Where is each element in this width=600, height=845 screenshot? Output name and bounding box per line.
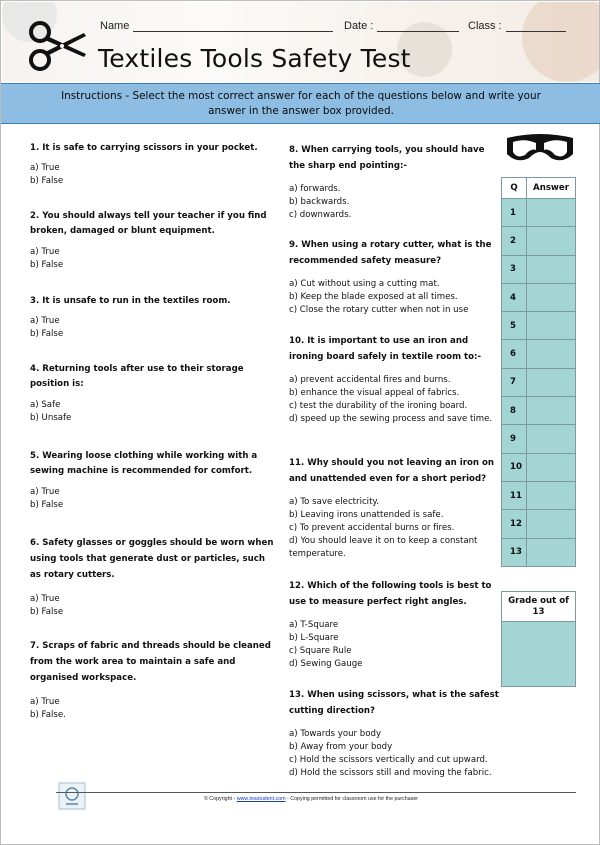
column-header-answer: Answer: [527, 178, 576, 199]
question-number: 13: [502, 538, 527, 566]
name-field[interactable]: [100, 20, 333, 32]
question-number: 10: [502, 453, 527, 481]
option: a) Safe: [30, 400, 61, 410]
class-field[interactable]: [468, 20, 566, 32]
answer-row: [502, 312, 576, 340]
date-line[interactable]: [377, 21, 459, 32]
name-line[interactable]: [133, 21, 333, 32]
answer-cell[interactable]: [527, 283, 576, 311]
option: a) True: [30, 316, 60, 326]
option: a) True: [30, 247, 60, 257]
question-13: [289, 687, 499, 780]
option: b) False: [30, 260, 64, 270]
option: a) Cut without using a cutting mat.: [289, 279, 440, 289]
answer-cell[interactable]: [527, 227, 576, 255]
question-11: [289, 455, 499, 561]
option: a) forwards.: [289, 184, 341, 194]
option: a) True: [30, 594, 60, 604]
option: d) speed up the sewing process and save time.: [289, 414, 493, 424]
scissors-icon: [26, 14, 88, 76]
option: b) False: [30, 500, 64, 510]
question-number: 7: [502, 368, 527, 396]
question-1: [30, 142, 278, 188]
question-text: 4. Returning tools after use to their storage position is:: [30, 364, 244, 389]
answer-cell[interactable]: [527, 453, 576, 481]
option: d) Sewing Gauge: [289, 659, 363, 669]
option: b) backwards.: [289, 197, 350, 207]
question-10: [289, 333, 499, 426]
option: a) True: [30, 487, 60, 497]
column-header-q: Q: [502, 178, 527, 199]
question-text: 5. Wearing loose clothing while working with a sewing machine is recommended for comfort.: [30, 451, 258, 476]
answer-row: [502, 199, 576, 227]
answer-row: [502, 283, 576, 311]
answer-cell[interactable]: [527, 425, 576, 453]
background-decoration: [522, 2, 599, 82]
option: b) False: [30, 329, 64, 339]
question-number: 5: [502, 312, 527, 340]
answer-row: [502, 481, 576, 509]
date-label: Date :: [344, 20, 374, 32]
question-text: 11. Why should you not leaving an iron on and unattended even for a short period?: [289, 458, 494, 484]
option: b) Away from your body: [289, 742, 393, 752]
answer-cell[interactable]: [527, 510, 576, 538]
option: a) True: [30, 697, 60, 707]
question-number: 1: [502, 199, 527, 227]
option: a) True: [30, 163, 60, 173]
option: b) L-Square: [289, 633, 339, 643]
question-8: [289, 142, 499, 222]
date-field[interactable]: [344, 20, 459, 32]
option: c) Hold the scissors vertically and cut upward.: [289, 755, 488, 765]
option: b) enhance the visual appeal of fabrics.: [289, 388, 460, 398]
grade-input-cell[interactable]: [502, 622, 575, 686]
class-line[interactable]: [506, 21, 566, 32]
name-label: Name: [100, 20, 130, 32]
answer-cell[interactable]: [527, 340, 576, 368]
option: a) Towards your body: [289, 729, 382, 739]
answer-row: [502, 425, 576, 453]
question-text: 6. Safety glasses or goggles should be worn when using tools that generate dust or particles, such as rotary cutters.: [30, 538, 274, 580]
option: c) To prevent accidental burns or fires.: [289, 523, 455, 533]
option: c) Close the rotary cutter when not in use: [289, 305, 469, 315]
answer-row: [502, 510, 576, 538]
answer-table: [501, 177, 576, 567]
question-number: 4: [502, 283, 527, 311]
answer-cell[interactable]: [527, 199, 576, 227]
answer-row: [502, 368, 576, 396]
question-text: 7. Scraps of fabric and threads should be cleaned from the work area to maintain a safe and organised workspace.: [30, 641, 271, 683]
option: d) Hold the scissors still and moving the fabric.: [289, 768, 492, 778]
question-text: 13. When using scissors, what is the safest cutting direction?: [289, 690, 499, 716]
answer-row: [502, 255, 576, 283]
safety-goggles-icon: [503, 132, 577, 166]
option: b) Leaving irons unattended is safe.: [289, 510, 444, 520]
option: b) Keep the blade exposed at all times.: [289, 292, 458, 302]
question-number: 2: [502, 227, 527, 255]
class-label: Class :: [468, 20, 502, 32]
question-number: 6: [502, 340, 527, 368]
question-text: 12. Which of the following tools is best to use to measure perfect right angles.: [289, 581, 492, 607]
header-banner: [2, 2, 599, 82]
question-text: 1. It is safe to carrying scissors in your pocket.: [30, 143, 258, 153]
question-number: 11: [502, 481, 527, 509]
question-text: 9. When using a rotary cutter, what is the recommended safety measure?: [289, 240, 492, 266]
answer-cell[interactable]: [527, 538, 576, 566]
question-text: 2. You should always tell your teacher if you find broken, damaged or blunt equipment.: [30, 211, 267, 236]
option: a) prevent accidental fires and burns.: [289, 375, 451, 385]
question-7: [30, 638, 278, 722]
publisher-link[interactable]: www.teastudent.com: [236, 796, 286, 802]
copyright-prefix: © Copyright -: [203, 796, 237, 802]
answer-cell[interactable]: [527, 312, 576, 340]
option: c) Square Rule: [289, 646, 352, 656]
option: a) T-Square: [289, 620, 339, 630]
publisher-logo-icon: [58, 782, 86, 810]
option: c) test the durability of the ironing board.: [289, 401, 468, 411]
question-12: [289, 578, 499, 671]
question-text: 10. It is important to use an iron and ironing board safely in textile room to:-: [289, 336, 482, 362]
question-2: [30, 209, 278, 272]
question-text: 8. When carrying tools, you should have the sharp end pointing:-: [289, 145, 485, 171]
option: b) False: [30, 176, 64, 186]
grade-box: [501, 591, 576, 687]
answer-row: [502, 453, 576, 481]
instructions-bar: Instructions - Select the most correct answer for each of the questions below and write your answer in the answer box provided.: [1, 83, 600, 124]
page-title: Textiles Tools Safety Test: [98, 44, 411, 73]
answer-cell[interactable]: [527, 481, 576, 509]
grade-label: Grade out of 13: [502, 592, 575, 622]
copyright-notice: [101, 796, 521, 802]
option: b) False.: [30, 710, 66, 720]
question-6: [30, 535, 278, 619]
footer-divider: [56, 792, 576, 793]
option: b) Unsafe: [30, 413, 72, 423]
option: a) To save electricity.: [289, 497, 380, 507]
question-number: 8: [502, 397, 527, 425]
option: d) You should leave it on to keep a constant temperature.: [289, 536, 478, 559]
question-4: [30, 362, 278, 425]
question-number: 9: [502, 425, 527, 453]
copyright-suffix: - Copying permitted for classroom use for the purchaser: [285, 796, 419, 802]
question-5: [30, 449, 278, 512]
question-number: 12: [502, 510, 527, 538]
answer-row: [502, 538, 576, 566]
question-3: [30, 295, 278, 341]
question-number: 3: [502, 255, 527, 283]
question-text: 3. It is unsafe to run in the textiles room.: [30, 296, 231, 306]
answer-cell[interactable]: [527, 397, 576, 425]
option: b) False: [30, 607, 64, 617]
answer-cell[interactable]: [527, 255, 576, 283]
option: c) downwards.: [289, 210, 352, 220]
answer-row: [502, 397, 576, 425]
answer-cell[interactable]: [527, 368, 576, 396]
question-9: [289, 237, 499, 317]
answer-row: [502, 340, 576, 368]
answer-row: [502, 227, 576, 255]
